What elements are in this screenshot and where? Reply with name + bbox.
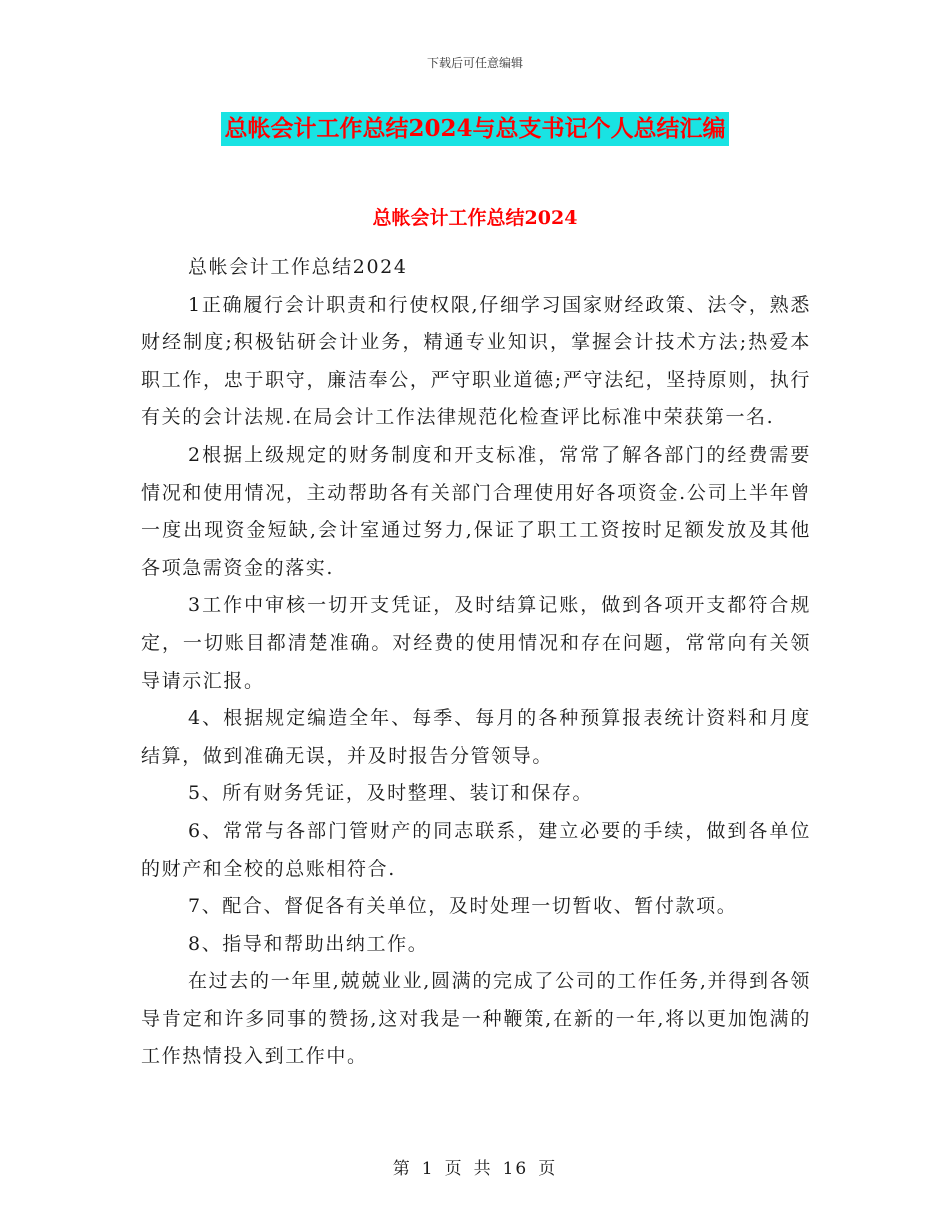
page-unit: 页 [444, 1159, 464, 1179]
paragraph: 3工作中审核一切开支凭证，及时结算记账，做到各项开支都符合规定，一切账目都清楚准确。对经费的使用情况和存在问题，常常向有关领导请示汇报。 [141, 594, 811, 692]
paragraph: 2根据上级规定的财务制度和开支标准，常常了解各部门的经费需要情况和使用情况，主动帮助各有关部门合理使用好各项资金.公司上半年曾一度出现资金短缺,会计室通过努力,保证了职工工资按时足额发放及其他各项急需资金的落实. [141, 443, 811, 579]
paragraph: 在过去的一年里,兢兢业业,圆满的完成了公司的工作任务,并得到各领导肯定和许多同事的赞扬,这对我是一种鞭策,在新的一年,将以更加饱满的工作热情投入到工作中。 [141, 970, 811, 1068]
main-title-container [0, 112, 950, 146]
total-unit: 页 [538, 1159, 558, 1179]
page-label: 第 [392, 1159, 412, 1179]
header-note: 下载后可任意编辑 [426, 56, 523, 70]
section-title: 总帐会计工作总结2024 [372, 207, 578, 229]
body-text [141, 249, 811, 1076]
total-pages: 16 [502, 1159, 529, 1179]
total-label: 共 [473, 1159, 493, 1179]
paragraph: 8、指导和帮助出纳工作。 [188, 932, 429, 955]
paragraph: 6、常常与各部门管财产的同志联系，建立必要的手续，做到各单位的财产和全校的总账相符合. [141, 819, 811, 880]
paragraph: 5、所有财务凭证，及时整理、装订和保存。 [188, 782, 594, 805]
page-number: 1 [421, 1159, 435, 1179]
paragraph: 1正确履行会计职责和行使权限,仔细学习国家财经政策、法令，熟悉财经制度;积极钻研会计业务，精通专业知识，掌握会计技术方法;热爱本职工作，忠于职守，廉洁奉公，严守职业道德;严守法纪，坚持原则，执行有关的会计法规.在局会计工作法律规范化检查评比标准中荣获第一名. [141, 293, 811, 429]
page-footer [0, 1154, 950, 1179]
paragraph: 4、根据规定编造全年、每季、每月的各种预算报表统计资料和月度结算，做到准确无误，并及时报告分管领导。 [141, 707, 811, 767]
main-title: 总帐会计工作总结2024与总支书记个人总结汇编 [221, 112, 728, 146]
paragraph-heading: 总帐会计工作总结2024 [188, 256, 408, 278]
paragraph: 7、配合、督促各有关单位，及时处理一切暂收、暂付款项。 [188, 895, 738, 918]
